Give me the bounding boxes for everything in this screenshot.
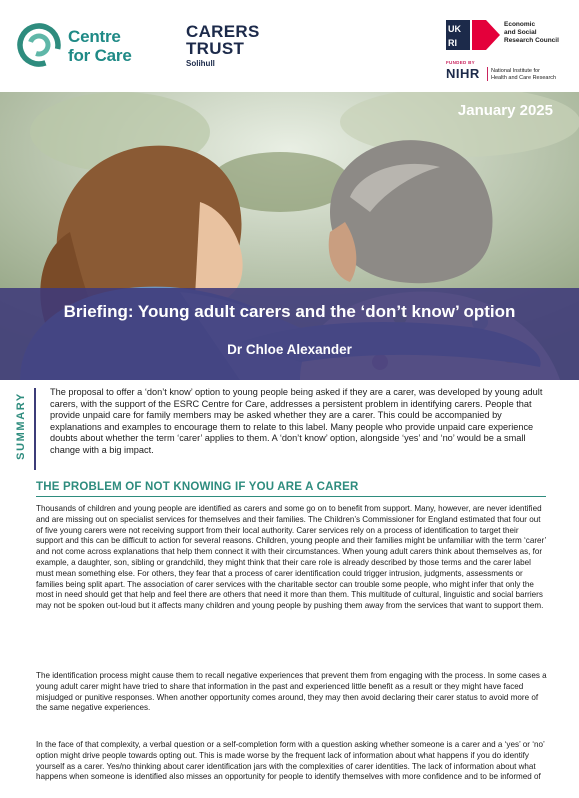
nihr-funded-label: FUNDED BY [446,60,475,65]
page-title: Briefing: Young adult carers and the ‘don’t know’ option [63,302,516,321]
publication-date: January 2025 [457,102,553,119]
hero-banner [0,92,579,380]
nihr-line2: Health and Care Research [491,75,557,81]
centre-for-care-mark-icon [16,22,62,68]
ukri-mark-icon [446,20,500,50]
summary-text: The proposal to offer a ‘don’t know’ option to young people being asked if they are a carer, was developed by young adult carers, with the support of the ESRC Centre for Care, addresses a persistent problem in identifying carers. People that provide unpaid care for family members may be asked whether they are a carer. This could be accompanied by explanations and examples to encourage them to relate to this label. Many people who provide unpaid care experience doubts about whether the term ‘carer’ applies to them. A ‘don’t know’ option, alongside ‘yes’ and ‘no’ would be a small change with a big impact. [50,387,543,455]
carers-trust-logo [186,24,260,68]
body-paragraph-2: The identification process might cause them to recall negative experiences that prevent them from engaging with the process. In some cases a young adult carer might have tried to share that information in the past and experienced little benefit as a result or they might have faced misjudged or punitive responses. When another opportunity comes around, they may then avoid declaring their carer status to avoid more of the same negative experiences. [36,671,547,713]
ct-line2: TRUST [186,39,245,58]
summary-label: SUMMARY [15,392,27,460]
ct-sub: Solihull [186,59,215,68]
body-paragraph-1: Thousands of children and young people are identified as carers and some go on to benefit from support. Many, however, are never identified and are missing out on specialist services for themselves and their families. The Children’s Commissioner for England estimated that four out of five young carers were not receiving support from their local authority. Carer services rely on a process of identification to target their support and this can be difficult to action for several reasons. Children, young people and their families might be unfamiliar with the term ‘carer’ and not come across explanations that help them connect it with their circumstances. When young adult carers think about themselves as, for example, a daughter, son, sibling or grandchild, they might think that their care role is already described by those terms and the carer label must mean something else. For others, they fear that a process of carer identification could trigger intrusion, judgments, assessments or families being split apart. The association of carer services with the charitable sector can trouble some people, who might infer that only the most in need should get that help and feel there are others that need it more than them. This multitude of cultural, linguistic and social barriers may not be spoken out-loud but it affects many children and young people by pushing them away from the services that want to support them. [36,504,547,611]
nihr-logo [446,60,570,86]
nihr-divider [487,67,488,81]
summary-divider [34,388,36,470]
body-paragraph-3: In the face of that complexity, a verbal question or a self-completion form with a question asking whether someone is a carer and a ‘yes’ or ‘no’ option might drive people towards opting out. This is made worse by the frequent lack of information about what happens if you do identify yourself as a carer. Yes/no thinking about carer identification jars with the complexities of carer identities. The lack of information about what happens when someone is identified also misses an opportunity for people to identify themselves with more confidence and to be informed of [36,740,545,782]
author-name: Dr Chloe Alexander [227,342,352,357]
section-heading: THE PROBLEM OF NOT KNOWING IF YOU ARE A CARER [36,481,359,493]
svg-text:RI: RI [448,38,457,48]
svg-text:UK: UK [448,24,461,34]
esrc-line1: Economic [504,21,536,28]
summary-label-tab [10,392,30,466]
cfc-line1: Centre [68,27,121,46]
ct-line1: CARERS [186,22,260,41]
esrc-line3: Research Council [504,37,559,44]
esrc-line2: and Social [504,29,537,36]
section-divider [36,496,546,497]
esrc-name [504,21,559,45]
centre-for-care-wordmark [68,27,132,65]
centre-for-care-logo [16,22,146,70]
nihr-name [491,68,556,82]
ukri-esrc-logo [446,20,570,52]
nihr-mark: NIHR [446,66,480,81]
page-header [0,0,579,92]
nihr-line1: National Institute for [491,68,540,74]
title-band [0,288,579,380]
cfc-line2: for Care [68,46,132,65]
